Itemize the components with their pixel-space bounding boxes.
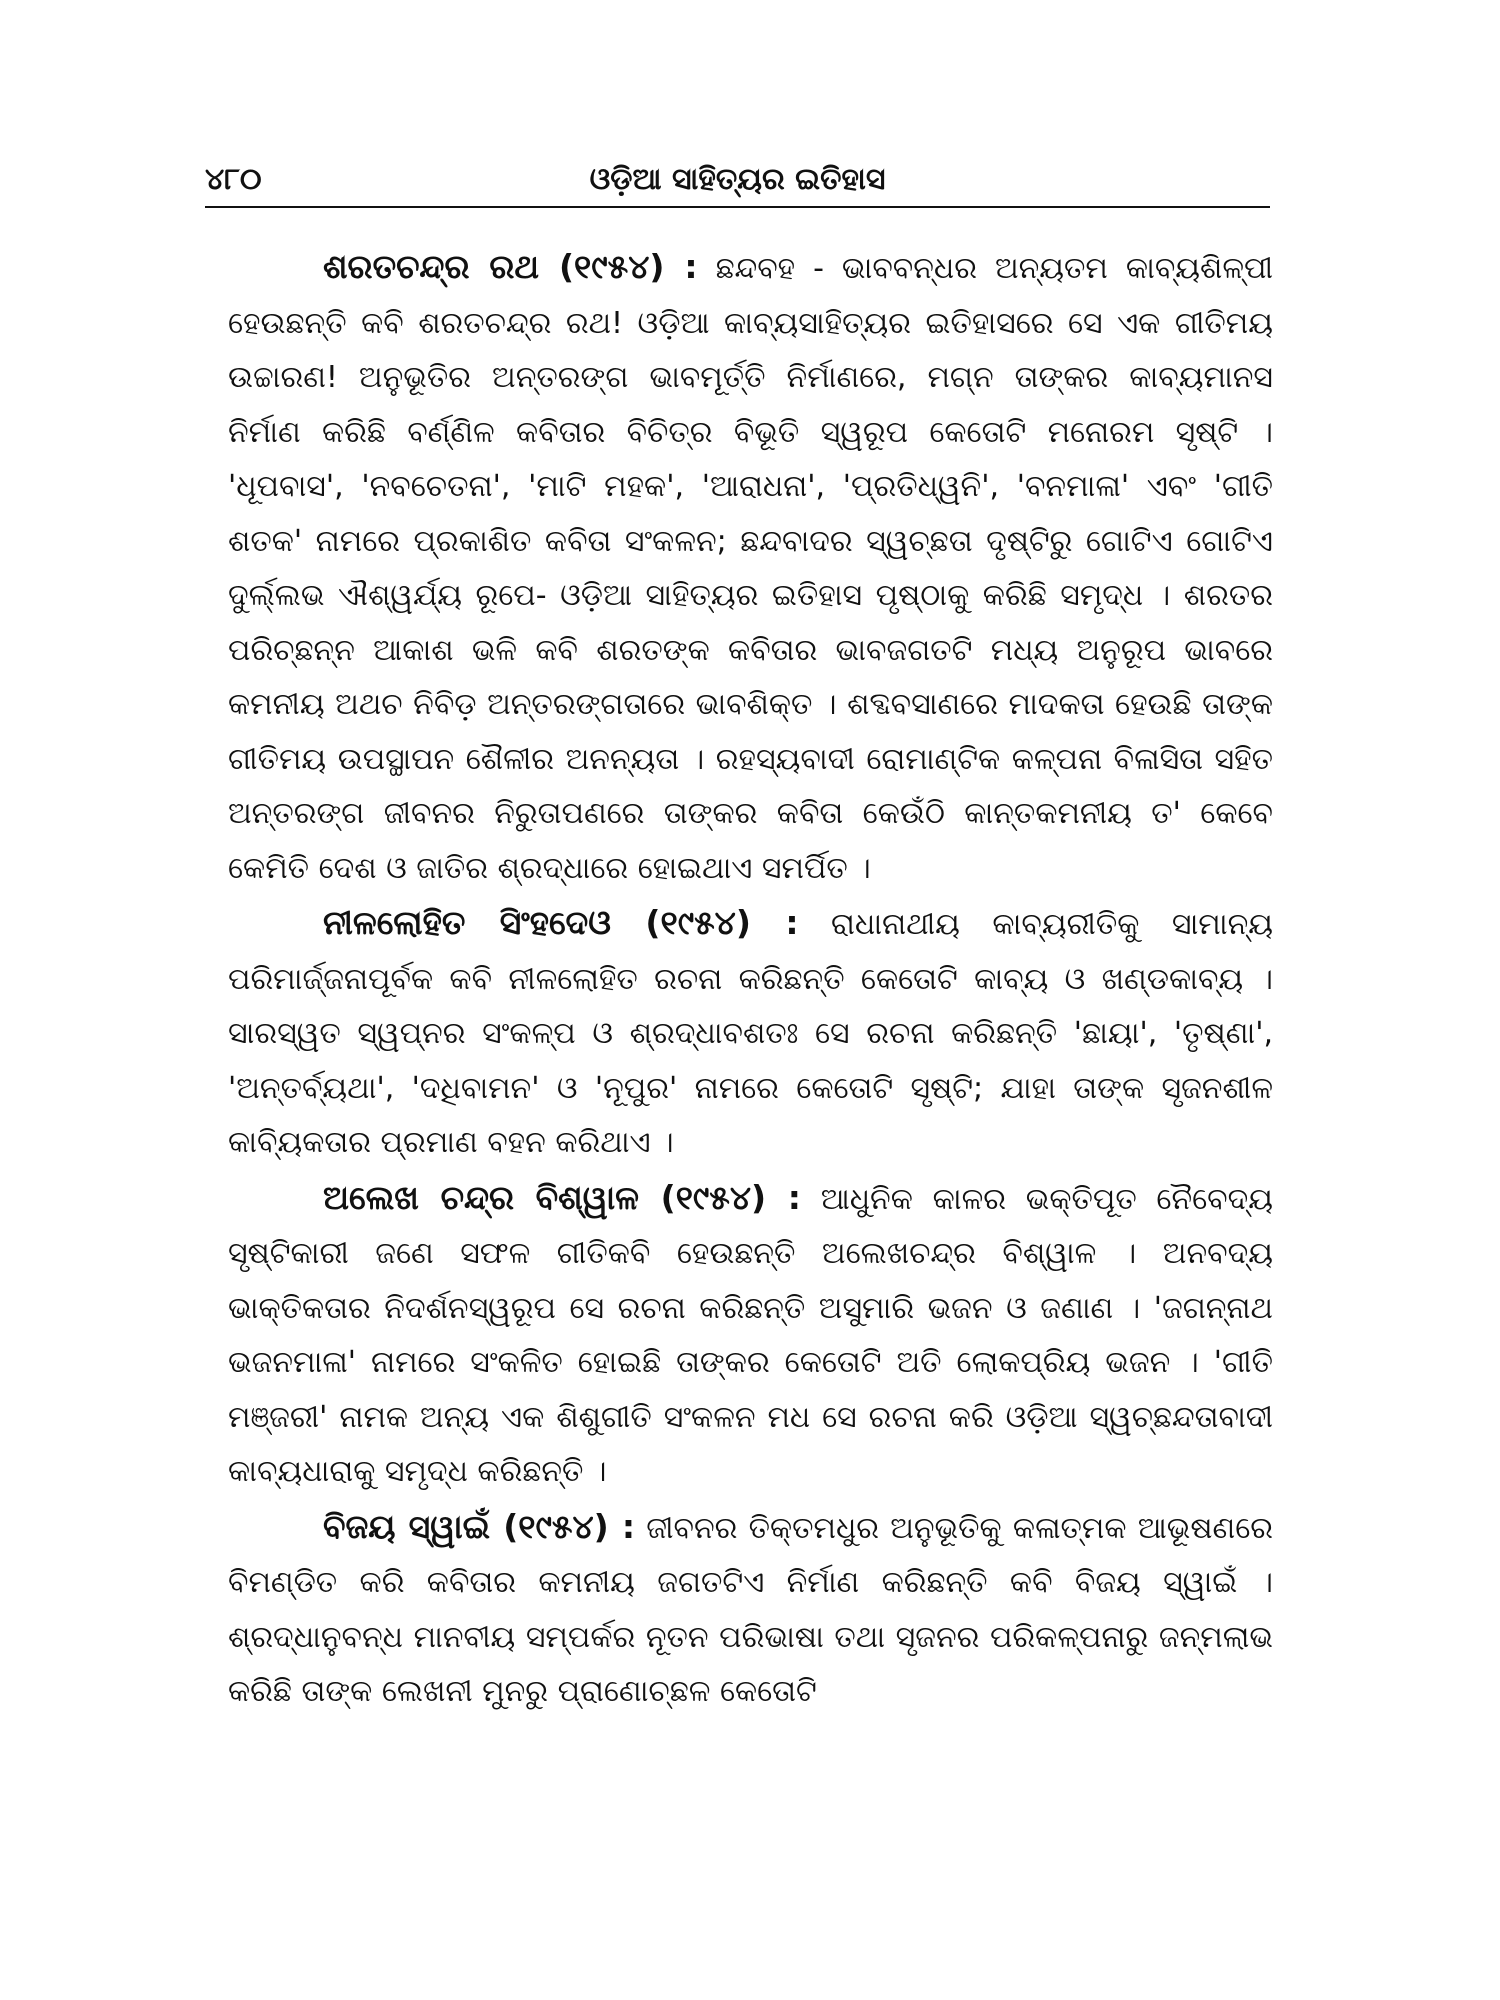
paragraph-nilalohita-singhdeo [228,896,1273,1171]
running-title: ଓଡ଼ିଆ ସାହିତ୍ୟର ଇତିହାସ [589,162,886,197]
paragraph-heading: ଅଲେଖ ଚନ୍ଦ୍ର ବିଶ୍ୱାଳ (୧୯୫୪) : [323,1177,801,1217]
body-text [228,240,1273,1720]
paragraph-alekh-chandra-biswal [228,1171,1273,1500]
paragraph-text: ଛନ୍ଦବହ - ଭାବବନ୍ଧର ଅନ୍ୟତମ କାବ୍ୟଶିଳ୍ପୀ ହେଉଛନ୍ତି କବି ଶରତଚନ୍ଦ୍ର ରଥ! ଓଡ଼ିଆ କାବ୍ୟସାହିତ୍ୟର ଇତିହାସରେ ସେ ଏକ ଗୀତିମୟ ଉଚ୍ଚାରଣ! ଅନୁଭୂତିର ଅନ୍ତରଙ୍ଗ ଭାବମୂର୍ତ୍ତି ନିର୍ମାଣରେ, ମଗ୍ନ ତାଙ୍କର କାବ୍ୟମାନସ ନିର୍ମାଣ କରିଛି ବର୍ଣ୍ଣିଳ କବିତାର ବିଚିତ୍ର ବିଭୂତି ସ୍ୱରୂପ କେତୋଟି ମନୋରମ ସୃଷ୍ଟି । 'ଧୂପବାସ', 'ନବଚେତନା', 'ମାଟି ମହକ', 'ଆରାଧନା', 'ପ୍ରତିଧ୍ୱନି', 'ବନମାଳା' ଏବଂ 'ଗୀତି ଶତକ' ନାମରେ ପ୍ରକାଶିତ କବିତା ସଂକଳନ; ଛନ୍ଦବାଦର ସ୍ୱଚ୍ଛତା ଦୃଷ୍ଟିରୁ ଗୋଟିଏ ଗୋଟିଏ ଦୁର୍ଲ୍ଲଭ ଐଶ୍ୱର୍ଯ୍ୟ ରୂପେ- ଓଡ଼ିଆ ସାହିତ୍ୟର ଇତିହାସ ପୃଷ୍ଠାକୁ କରିଛି ସମୃଦ୍ଧ । ଶରତର ପରିଚ୍ଛନ୍ନ ଆକାଶ ଭଳି କବି ଶରତଙ୍କ କବିତାର ଭାବଜଗତଟି ମଧ୍ୟ ଅନୁରୂପ ଭାବରେ କମନୀୟ ଅଥଚ ନିବିଡ଼ ଅନ୍ତରଙ୍ଗତାରେ ଭାବଶିକ୍ତ । ଶବ୍ଦବସାଣରେ ମାଦକତା ହେଉଛି ତାଙ୍କ ଗୀତିମୟ ଉପସ୍ଥାପନ ଶୈଳୀର ଅନନ୍ୟତା । ରହସ୍ୟବାଦୀ ରୋମାଣ୍ଟିକ କଳ୍ପନା ବିଳାସିତା ସହିତ ଅନ୍ତରଙ୍ଗ ଜୀବନର ନିରୁତାପଣରେ ତାଙ୍କର କବିତା କେଉଁଠି କାନ୍ତକମନୀୟ ତ' କେବେ କେମିତି ଦେଶ ଓ ଜାତିର ଶ୍ରଦ୍ଧାରେ ହୋଇଥାଏ ସମର୍ପିତ । [228,251,1273,886]
paragraph-heading: ଶରତଚନ୍ଦ୍ର ରଥ (୧୯୫୪) : [323,247,698,286]
paragraph-text: ରାଧାନାଥୀୟ କାବ୍ୟରୀତିକୁ ସାମାନ୍ୟ ପରିମାର୍ଜ୍ଜନାପୂର୍ବକ କବି ନୀଳଲୋହିତ ରଚନା କରିଛନ୍ତି କେତୋଟି କାବ୍ୟ ଓ ଖଣ୍ଡକାବ୍ୟ । ସାରସ୍ୱତ ସ୍ୱପ୍ନର ସଂକଳ୍ପ ଓ ଶ୍ରଦ୍ଧାବଶତଃ ସେ ରଚନା କରିଛନ୍ତି 'ଛାୟା', 'ତୃଷ୍ଣା', 'ଅନ୍ତର୍ବ୍ୟଥା', 'ଦଧିବାମନ' ଓ 'ନୂପୁର' ନାମରେ କେତୋଟି ସୃଷ୍ଟି; ଯାହା ତାଙ୍କ ସୃଜନଶୀଳ କାବ୍ୟିକତାର ପ୍ରମାଣ ବହନ କରିଥାଏ । [228,907,1273,1160]
paragraph-text: ଆଧୁନିକ କାଳର ଭକ୍ତିପୂତ ନୈବେଦ୍ୟ ସୃଷ୍ଟିକାରୀ ଜଣେ ସଫଳ ଗୀତିକବି ହେଉଛନ୍ତି ଅଲେଖଚନ୍ଦ୍ର ବିଶ୍ୱାଳ । ଅନବଦ୍ୟ ଭାକ୍ତିକତାର ନିଦର୍ଶନସ୍ୱରୂପ ସେ ରଚନା କରିଛନ୍ତି ଅସୁମାରି ଭଜନ ଓ ଜଣାଣ । 'ଜଗନ୍ନାଥ ଭଜନମାଳା' ନାମରେ ସଂକଳିତ ହୋଇଛି ତାଙ୍କର କେତୋଟି ଅତି ଲୋକପ୍ରିୟ ଭଜନ । 'ଗୀତି ମଞ୍ଜରୀ' ନାମକ ଅନ୍ୟ ଏକ ଶିଶୁଗୀତି ସଂକଳନ ମଧ ସେ ରଚନା କରି ଓଡ଼ିଆ ସ୍ୱଚ୍ଛନ୍ଦତାବାଦୀ କାବ୍ୟଧାରାକୁ ସମୃଦ୍ଧ କରିଛନ୍ତି । [228,1181,1273,1489]
paragraph-heading: ନୀଳଲୋହିତ ସିଂହଦେଓ (୧୯୫୪) : [323,903,799,942]
page-number: ୪୮୦ [205,162,262,197]
paragraph-bijay-swain [228,1500,1273,1720]
header-rule [205,206,1270,208]
paragraph-sarat-chandra-rath [228,240,1273,896]
paragraph-text: ଜୀବନର ତିକ୍ତମଧୁର ଅନୁଭୂତିକୁ କଳାତ୍ମକ ଆଭୂଷଣରେ ବିମଣ୍ଡିତ କରି କବିତାର କମନୀୟ ଜଗତଟିଏ ନିର୍ମାଣ କରିଛନ୍ତି କବି ବିଜୟ ସ୍ୱାଇଁ । ଶ୍ରଦ୍ଧାନୁବନ୍ଧ ମାନବୀୟ ସମ୍ପର୍କର ନୂତନ ପରିଭାଷା ତଥା ସୃଜନର ପରିକଳ୍ପନାରୁ ଜନ୍ମଲାଭ କରିଛି ତାଙ୍କ ଲେଖନୀ ମୁନରୁ ପ୍ରାଣୋଚ୍ଛଳ କେତୋଟି [228,1510,1273,1709]
page-header [205,158,1270,202]
paragraph-heading: ବିଜୟ ସ୍ୱାଇଁ (୧୯୫୪) : [323,1506,636,1546]
